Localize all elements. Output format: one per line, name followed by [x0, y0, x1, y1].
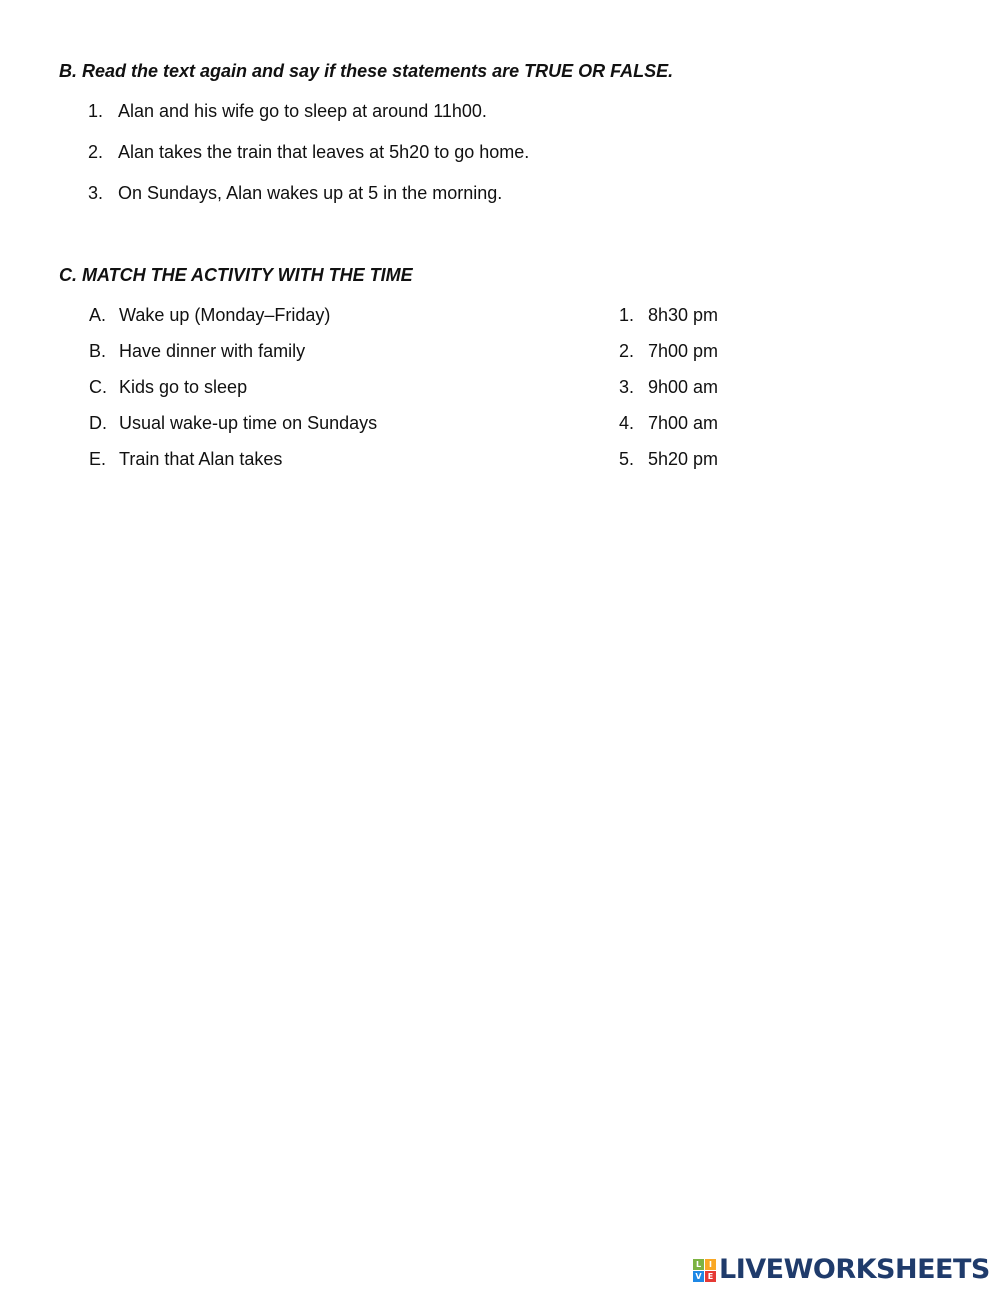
time-text: 5h20 pm: [648, 449, 719, 469]
logo-icon: [693, 1259, 716, 1282]
time-item: [619, 376, 718, 412]
logo-cell: V: [693, 1271, 704, 1282]
time-text: 7h00 pm: [648, 341, 719, 361]
time-item: [619, 340, 718, 376]
activity-item: [89, 304, 377, 340]
activity-text: Have dinner with family: [119, 341, 306, 361]
time-number: 3.: [619, 377, 635, 397]
activity-letter: B.: [89, 341, 107, 361]
liveworksheets-logo: [693, 1256, 990, 1284]
activity-text: Kids go to sleep: [119, 377, 248, 397]
list-item: [88, 182, 529, 223]
time-number: 5.: [619, 449, 635, 469]
time-item: [619, 448, 718, 484]
item-number: 2.: [88, 142, 104, 162]
activity-letter: E.: [89, 449, 107, 469]
activity-list: [89, 304, 377, 484]
section-b-title: B. Read the text again and say if these statements are TRUE OR FALSE.: [59, 61, 674, 81]
time-number: 1.: [619, 305, 635, 325]
activity-text: Wake up (Monday–Friday): [119, 305, 331, 325]
time-number: 4.: [619, 413, 635, 433]
logo-wordmark: LIVEWORKSHEETS: [719, 1254, 990, 1285]
time-item: [619, 412, 718, 448]
item-number: 3.: [88, 183, 104, 203]
activity-item: [89, 448, 377, 484]
statement-text: On Sundays, Alan wakes up at 5 in the morning.: [118, 183, 503, 203]
true-false-list: [88, 100, 529, 223]
time-item: [619, 304, 718, 340]
item-number: 1.: [88, 101, 104, 121]
list-item: [88, 141, 529, 182]
time-text: 9h00 am: [648, 377, 719, 397]
time-list: [619, 304, 718, 484]
logo-cell: I: [705, 1259, 716, 1270]
activity-text: Train that Alan takes: [119, 449, 283, 469]
logo-cell: L: [693, 1259, 704, 1270]
activity-letter: A.: [89, 305, 107, 325]
statement-text: Alan takes the train that leaves at 5h20 to go home.: [118, 142, 530, 162]
activity-letter: D.: [89, 413, 107, 433]
activity-item: [89, 412, 377, 448]
activity-text: Usual wake-up time on Sundays: [119, 413, 378, 433]
logo-cell: E: [705, 1271, 716, 1282]
activity-item: [89, 340, 377, 376]
statement-text: Alan and his wife go to sleep at around 11h00.: [118, 101, 487, 121]
activity-item: [89, 376, 377, 412]
time-number: 2.: [619, 341, 635, 361]
time-text: 7h00 am: [648, 413, 719, 433]
activity-letter: C.: [89, 377, 107, 397]
list-item: [88, 100, 529, 141]
time-text: 8h30 pm: [648, 305, 719, 325]
section-c-title: C. MATCH THE ACTIVITY WITH THE TIME: [59, 265, 413, 285]
